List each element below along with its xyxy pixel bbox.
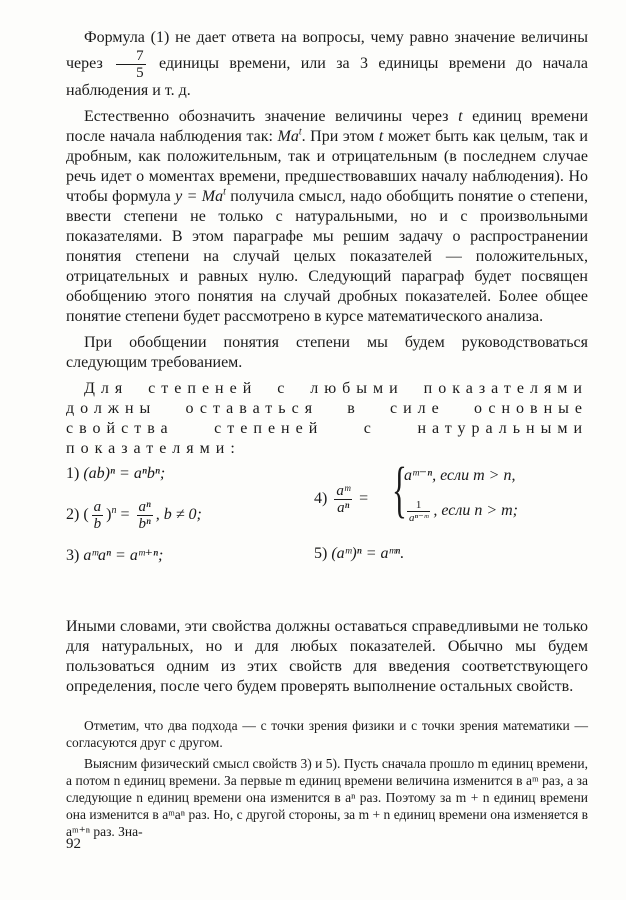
denominator: aⁿ (337, 500, 350, 516)
text: может быть как целым, так и дробным, как положительным, так и отрицательным (в последнем случае речь идет о моментах времени, предшествовавших началу наблюдения). Но чтобы формула (66, 128, 588, 205)
text: Формула (1) не дает ответа на вопросы, чему равно значение величины через (66, 29, 588, 73)
numerator: a (93, 499, 102, 515)
condition: , b ≠ 0; (155, 506, 202, 524)
left-brace: { (392, 456, 407, 524)
page-number: 92 (66, 836, 81, 852)
exponent: n (111, 504, 117, 516)
fraction (92, 499, 104, 532)
small-paragraph-2: Выясним физический смысл свойств 3) и 5). Пусть сначала прошло m единиц времени, а потом n единиц времени. За первые m единиц времени величина изменится в aᵐ раз, а за следующие n единиц времени она изменится в aⁿ раз. Поэтому за m + n единиц времени она изменится в aᵐaⁿ раз. Но, с другой стороны, за m + n единиц времени она изменяется в aᵐ⁺ⁿ раз. Зна- (66, 756, 588, 839)
properties-block (66, 456, 588, 581)
equals: = (120, 506, 130, 524)
fraction (137, 499, 153, 532)
small-paragraph-1: Отметим, что два подхода — с точки зрения физики и с точки зрения математики — согласуются друг с другом. (66, 718, 588, 750)
fraction (334, 483, 352, 516)
property-1 (66, 465, 165, 483)
denominator: b (93, 516, 102, 532)
equals: = (359, 490, 369, 508)
case: aᵐ⁻ⁿ, если m > n, (404, 467, 516, 484)
property-4-case-2 (404, 499, 518, 524)
property-2: 2) ( $\frac{a}{b}$ )$^n$ = $\frac{\text{aⁿ}}{\text{bⁿ}}$ , b ≠ 0; (66, 499, 202, 532)
page-content (66, 28, 588, 840)
paragraph-1 (66, 28, 588, 101)
numerator: aⁿ (138, 499, 151, 515)
fraction-denominator: 5 (136, 65, 144, 81)
fraction-7-5 (116, 48, 146, 81)
math-var: t (458, 108, 463, 125)
math-exponent: t (223, 186, 226, 198)
fraction-numerator: 7 (116, 48, 146, 65)
math-exponent: t (298, 126, 302, 138)
property-4 (314, 483, 368, 516)
text: единиц времени после начала наблюдения так: (66, 108, 589, 145)
denominator: aⁿ⁻ᵐ (409, 512, 429, 524)
numerator: 1 (407, 499, 430, 512)
fraction (407, 499, 430, 524)
label: 1) (66, 465, 80, 482)
math-var: Ma (277, 128, 299, 145)
paragraph-2 (66, 107, 588, 327)
case: , если n > m; (433, 502, 519, 520)
property-3 (66, 545, 163, 565)
label: 5) (314, 545, 328, 562)
text: Естественно обозначить значение величины через (84, 108, 459, 125)
requirement-spaced: Для степеней с любыми показателями должны оставаться в силе основные свойства степеней с натуральными показателями: (66, 380, 588, 457)
property-5 (314, 545, 404, 563)
formula: (ab)ⁿ = aⁿbⁿ; (83, 465, 166, 482)
math-var: t (378, 128, 384, 145)
paragraph-3: При обобщении понятия степени мы будем руководствоваться следующим требованием. (66, 334, 588, 371)
numerator: aᵐ (336, 483, 351, 499)
text: единицы времени, или за 3 единицы времени до начала наблюдения и т. д. (66, 55, 588, 99)
paragraph-4: Иными словами, эти свойства должны оставаться справедливыми не только для натуральных, но и для любых показателей. Обычно мы будем пользоваться одним из этих свойств для введения соответствующего определения, после чего будем проверять выполнение остальных свойств. (66, 618, 588, 695)
formula: y = Ma (175, 188, 224, 205)
label: 2) (66, 506, 80, 524)
label: 3) (66, 547, 80, 564)
property-4-case-1 (404, 465, 515, 485)
formula: (aᵐ)ⁿ = aᵐⁿ. (331, 545, 405, 562)
denominator: bⁿ (138, 516, 151, 532)
label: 4) (314, 490, 328, 508)
text: . При этом (301, 128, 379, 145)
text: получила смысл, надо обобщить понятие о степени, ввести степени не только с натуральными, но и с произвольными показателями. В этом параграфе мы решим задачу о распространении понятия степени на случай целых показателей — положительных, отрицательных и равных нулю. Следующий параграф будет посвящен обобщению этого понятия на случай дробных показателей. Более общее понятие степени будет рассмотрено в курсе математического анализа. (66, 188, 588, 325)
formula: aᵐaⁿ = aᵐ⁺ⁿ; (83, 547, 164, 564)
